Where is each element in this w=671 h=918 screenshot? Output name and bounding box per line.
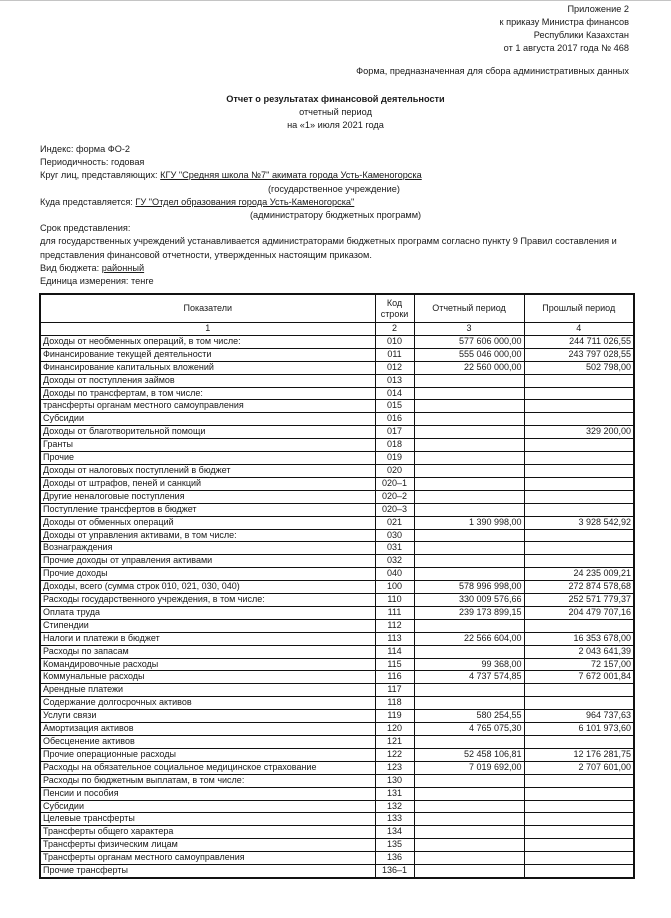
row-code: 134 (375, 826, 414, 839)
row-prior-period: 7 672 001,84 (524, 671, 634, 684)
table-row (40, 852, 634, 865)
appendix-line: от 1 августа 2017 года № 468 (503, 43, 629, 53)
row-code: 015 (375, 400, 414, 413)
row-prior-period (524, 477, 634, 490)
table-row (40, 697, 634, 710)
row-current-period: 580 254,55 (414, 710, 524, 723)
row-prior-period (524, 826, 634, 839)
row-prior-period (524, 400, 634, 413)
row-prior-period: 72 157,00 (524, 658, 634, 671)
table-row (40, 774, 634, 787)
row-current-period (414, 555, 524, 568)
row-prior-period (524, 787, 634, 800)
row-prior-period: 3 928 542,92 (524, 516, 634, 529)
row-name: Доходы от налоговых поступлений в бюджет (40, 464, 375, 477)
report-title-block (0, 93, 671, 132)
table-header-row (40, 294, 634, 323)
table-row (40, 439, 634, 452)
table-row (40, 761, 634, 774)
table-row (40, 400, 634, 413)
row-prior-period (524, 813, 634, 826)
row-name: Расходы государственного учреждения, в том числе: (40, 594, 375, 607)
row-prior-period (524, 529, 634, 542)
row-prior-period: 252 571 779,37 (524, 594, 634, 607)
row-current-period: 555 046 000,00 (414, 348, 524, 361)
row-code: 016 (375, 413, 414, 426)
table-row (40, 787, 634, 800)
column-number-row (40, 323, 634, 336)
row-current-period (414, 865, 524, 878)
row-current-period: 22 560 000,00 (414, 361, 524, 374)
row-name: Содержание долгосрочных активов (40, 697, 375, 710)
row-name: Прочие доходы от управления активами (40, 555, 375, 568)
table-row (40, 632, 634, 645)
report-period-label: отчетный период (299, 107, 372, 117)
table-row (40, 839, 634, 852)
row-current-period: 239 173 899,15 (414, 606, 524, 619)
row-code: 110 (375, 594, 414, 607)
row-current-period: 4 737 574,85 (414, 671, 524, 684)
row-code: 100 (375, 581, 414, 594)
row-prior-period (524, 464, 634, 477)
row-current-period (414, 645, 524, 658)
row-prior-period: 502 798,00 (524, 361, 634, 374)
row-code: 020–3 (375, 503, 414, 516)
row-prior-period: 2 707 601,00 (524, 761, 634, 774)
row-name: Пенсии и пособия (40, 787, 375, 800)
row-current-period (414, 503, 524, 516)
table-row (40, 684, 634, 697)
row-name: Расходы по запасам (40, 645, 375, 658)
table-row (40, 581, 634, 594)
row-current-period: 22 566 604,00 (414, 632, 524, 645)
table-row (40, 800, 634, 813)
table-row (40, 826, 634, 839)
row-prior-period (524, 503, 634, 516)
row-name: Командировочные расходы (40, 658, 375, 671)
row-code: 020–2 (375, 490, 414, 503)
row-current-period (414, 439, 524, 452)
recipient-note: (администратору бюджетных программ) (250, 210, 422, 221)
row-name: Прочие трансферты (40, 865, 375, 878)
row-name: Субсидии (40, 413, 375, 426)
row-name: Доходы от управления активами, в том числе: (40, 529, 375, 542)
row-prior-period: 12 176 281,75 (524, 748, 634, 761)
row-current-period (414, 490, 524, 503)
row-prior-period (524, 684, 634, 697)
row-prior-period (524, 413, 634, 426)
row-prior-period (524, 555, 634, 568)
recipient-field (40, 196, 640, 209)
appendix-line: Приложение 2 (567, 4, 629, 14)
row-code: 011 (375, 348, 414, 361)
budget-type-field (40, 262, 640, 275)
row-code: 115 (375, 658, 414, 671)
row-code: 133 (375, 813, 414, 826)
header-indicators: Показатели (40, 294, 375, 323)
row-name: Арендные платежи (40, 684, 375, 697)
row-prior-period: 204 479 707,16 (524, 606, 634, 619)
table-row (40, 568, 634, 581)
budget-type-label: Вид бюджета: (40, 262, 102, 273)
row-name: Коммунальные расходы (40, 671, 375, 684)
header-reporting-period: Отчетный период (414, 294, 524, 323)
row-prior-period (524, 736, 634, 749)
deadline-label: Срок представления: (40, 223, 131, 234)
table-row (40, 671, 634, 684)
row-name: Амортизация активов (40, 723, 375, 736)
row-current-period (414, 684, 524, 697)
row-prior-period (524, 800, 634, 813)
row-current-period (414, 568, 524, 581)
row-code: 120 (375, 723, 414, 736)
row-current-period: 7 019 692,00 (414, 761, 524, 774)
table-row (40, 619, 634, 632)
row-prior-period (524, 387, 634, 400)
row-name: Целевые трансферты (40, 813, 375, 826)
row-code: 014 (375, 387, 414, 400)
row-current-period (414, 464, 524, 477)
row-name: Услуги связи (40, 710, 375, 723)
row-code: 111 (375, 606, 414, 619)
row-code: 118 (375, 697, 414, 710)
row-name: Финансирование капитальных вложений (40, 361, 375, 374)
column-number: 2 (375, 323, 414, 336)
row-name: Доходы от поступления займов (40, 374, 375, 387)
table-row (40, 516, 634, 529)
row-prior-period (524, 542, 634, 555)
row-name: Налоги и платежи в бюджет (40, 632, 375, 645)
row-current-period: 578 996 998,00 (414, 581, 524, 594)
row-name: Вознаграждения (40, 542, 375, 555)
table-row (40, 606, 634, 619)
row-code: 136–1 (375, 865, 414, 878)
recipient-label: Куда представляется: (40, 196, 136, 207)
row-code: 018 (375, 439, 414, 452)
row-prior-period (524, 852, 634, 865)
financial-results-table (39, 293, 635, 879)
table-row (40, 426, 634, 439)
row-name: Прочие операционные расходы (40, 748, 375, 761)
report-period-date: на «1» июля 2021 года (287, 120, 384, 130)
row-name: Доходы от благотворительной помощи (40, 426, 375, 439)
row-code: 131 (375, 787, 414, 800)
report-metadata (40, 143, 640, 288)
row-name: Гранты (40, 439, 375, 452)
row-current-period: 1 390 998,00 (414, 516, 524, 529)
row-name: Трансферты общего характера (40, 826, 375, 839)
table-row (40, 748, 634, 761)
row-name: Оплата труда (40, 606, 375, 619)
column-number: 3 (414, 323, 524, 336)
row-current-period (414, 477, 524, 490)
table-row (40, 490, 634, 503)
row-code: 123 (375, 761, 414, 774)
table-row (40, 477, 634, 490)
row-current-period (414, 826, 524, 839)
row-code: 013 (375, 374, 414, 387)
table-row (40, 361, 634, 374)
row-current-period (414, 426, 524, 439)
row-code: 132 (375, 800, 414, 813)
row-prior-period: 964 737,63 (524, 710, 634, 723)
row-current-period: 4 765 075,30 (414, 723, 524, 736)
row-name: Финансирование текущей деятельности (40, 348, 375, 361)
row-code: 136 (375, 852, 414, 865)
row-code: 119 (375, 710, 414, 723)
row-current-period (414, 542, 524, 555)
row-name: трансферты органам местного самоуправления (40, 400, 375, 413)
appendix-line: к приказу Министра финансов (499, 17, 629, 27)
row-current-period: 52 458 106,81 (414, 748, 524, 761)
row-prior-period: 272 874 578,68 (524, 581, 634, 594)
row-code: 112 (375, 619, 414, 632)
row-name: Доходы от штрафов, пеней и санкций (40, 477, 375, 490)
row-name: Субсидии (40, 800, 375, 813)
row-prior-period (524, 619, 634, 632)
row-code: 017 (375, 426, 414, 439)
row-prior-period: 24 235 009,21 (524, 568, 634, 581)
budget-type-value: районный (101, 262, 145, 273)
row-code: 114 (375, 645, 414, 658)
row-code: 012 (375, 361, 414, 374)
table-row (40, 813, 634, 826)
submitters-field (40, 169, 640, 182)
row-prior-period: 16 353 678,00 (524, 632, 634, 645)
submitters-note: (государственное учреждение) (268, 183, 400, 194)
row-code: 021 (375, 516, 414, 529)
row-code: 121 (375, 736, 414, 749)
table-row (40, 464, 634, 477)
row-current-period (414, 813, 524, 826)
row-current-period (414, 619, 524, 632)
report-title: Отчет о результатах финансовой деятельности (226, 94, 445, 104)
row-prior-period (524, 697, 634, 710)
submitters-value: КГУ "Средняя школа №7" акимата города Усть-Каменогорска (160, 170, 422, 181)
row-current-period (414, 400, 524, 413)
row-code: 030 (375, 529, 414, 542)
row-name: Обесценение активов (40, 736, 375, 749)
table-row (40, 723, 634, 736)
row-name: Доходы от необменных операций, в том числе: (40, 335, 375, 348)
table-row (40, 555, 634, 568)
table-row (40, 542, 634, 555)
table-row (40, 503, 634, 516)
row-code: 031 (375, 542, 414, 555)
row-prior-period (524, 452, 634, 465)
row-current-period: 99 368,00 (414, 658, 524, 671)
row-name: Другие неналоговые поступления (40, 490, 375, 503)
row-code: 020–1 (375, 477, 414, 490)
row-name: Доходы от обменных операций (40, 516, 375, 529)
row-current-period (414, 774, 524, 787)
row-prior-period (524, 774, 634, 787)
table-row (40, 658, 634, 671)
row-prior-period (524, 439, 634, 452)
row-prior-period (524, 490, 634, 503)
recipient-value: ГУ "Отдел образования города Усть-Каменогорска" (135, 196, 355, 207)
row-name: Доходы по трансфертам, в том числе: (40, 387, 375, 400)
page-top-border (0, 0, 671, 1)
header-row-code: Код строки (375, 294, 414, 323)
row-prior-period: 243 797 028,55 (524, 348, 634, 361)
appendix-reference (500, 3, 629, 55)
row-name: Поступление трансфертов в бюджет (40, 503, 375, 516)
row-prior-period: 2 043 641,39 (524, 645, 634, 658)
index-field: Индекс: форма ФО-2 (40, 144, 131, 154)
row-code: 122 (375, 748, 414, 761)
row-current-period (414, 452, 524, 465)
row-code: 116 (375, 671, 414, 684)
row-code: 032 (375, 555, 414, 568)
row-current-period (414, 697, 524, 710)
row-current-period: 330 009 576,66 (414, 594, 524, 607)
row-name: Прочие (40, 452, 375, 465)
row-current-period (414, 852, 524, 865)
row-name: Доходы, всего (сумма строк 010, 021, 030, 040) (40, 581, 375, 594)
row-current-period (414, 736, 524, 749)
form-purpose: Форма, предназначенная для сбора административных данных (356, 66, 629, 76)
row-current-period (414, 387, 524, 400)
table-row (40, 710, 634, 723)
deadline-text: для государственных учреждений устанавливается администраторами бюджетных программ согласно пункту 9 Правил составления и представления финансовой отчетности, утвержденных настоящим приказом. (40, 236, 617, 260)
unit-field: Единица измерения: тенге (40, 276, 154, 287)
appendix-line: Республики Казахстан (533, 30, 629, 40)
row-code: 135 (375, 839, 414, 852)
submitters-label: Круг лиц, представляющих: (40, 170, 161, 181)
row-code: 019 (375, 452, 414, 465)
row-prior-period: 244 711 026,55 (524, 335, 634, 348)
table-row (40, 374, 634, 387)
table-row (40, 594, 634, 607)
row-name: Расходы по бюджетным выплатам, в том числе: (40, 774, 375, 787)
table-row (40, 645, 634, 658)
row-current-period (414, 839, 524, 852)
table-row (40, 348, 634, 361)
periodicity-field: Периодичность: годовая (40, 157, 145, 168)
row-current-period (414, 413, 524, 426)
row-code: 117 (375, 684, 414, 697)
row-code: 113 (375, 632, 414, 645)
row-current-period: 577 606 000,00 (414, 335, 524, 348)
row-name: Прочие доходы (40, 568, 375, 581)
row-current-period (414, 787, 524, 800)
row-current-period (414, 374, 524, 387)
row-name: Стипендии (40, 619, 375, 632)
row-current-period (414, 800, 524, 813)
table-row (40, 452, 634, 465)
table-row (40, 736, 634, 749)
column-number: 1 (40, 323, 375, 336)
row-name: Трансферты органам местного самоуправления (40, 852, 375, 865)
row-name: Расходы на обязательное социальное медицинское страхование (40, 761, 375, 774)
row-code: 020 (375, 464, 414, 477)
header-prior-period: Прошлый период (524, 294, 634, 323)
table-row (40, 335, 634, 348)
row-prior-period (524, 839, 634, 852)
row-code: 040 (375, 568, 414, 581)
row-prior-period (524, 865, 634, 878)
row-code: 010 (375, 335, 414, 348)
row-prior-period: 329 200,00 (524, 426, 634, 439)
row-name: Трансферты физическим лицам (40, 839, 375, 852)
row-code: 130 (375, 774, 414, 787)
row-prior-period (524, 374, 634, 387)
table-row (40, 413, 634, 426)
table-row (40, 387, 634, 400)
table-row (40, 529, 634, 542)
column-number: 4 (524, 323, 634, 336)
row-current-period (414, 529, 524, 542)
row-prior-period: 6 101 973,60 (524, 723, 634, 736)
table-row (40, 865, 634, 878)
